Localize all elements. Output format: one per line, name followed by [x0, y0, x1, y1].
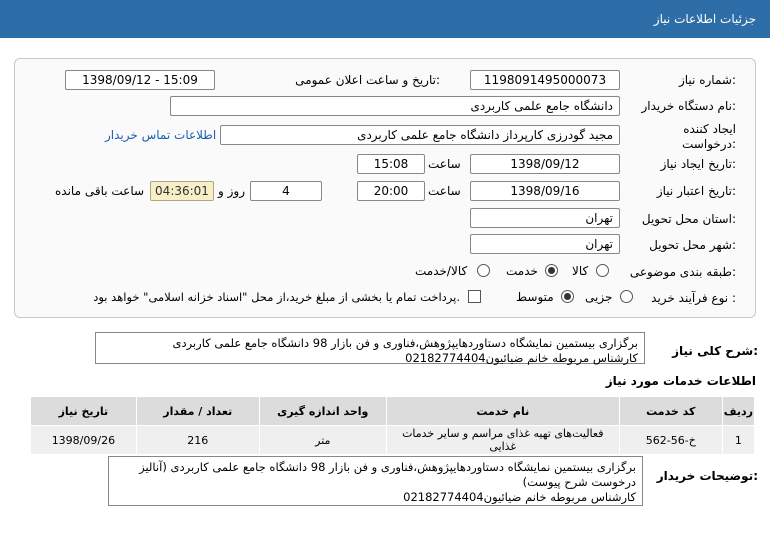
announce-datetime-field: 1398/09/12 - 15:09 [65, 70, 215, 90]
category-option-goods-service: کالا/خدمت [415, 264, 468, 278]
services-table-header [31, 397, 755, 426]
valid-time-field: 20:00 [357, 181, 425, 201]
category-radio-service[interactable] [545, 264, 558, 277]
col-service-code: کد خدمت [619, 397, 722, 426]
process-option-minor: جزیی [585, 290, 613, 304]
buyer-notes-box [108, 456, 643, 506]
table-row [31, 426, 755, 455]
remaining-days-field: 4 [250, 181, 322, 201]
buyer-notes-line-2: درخوست شرح پیوست) [522, 475, 636, 489]
col-row-number: ردیف [722, 397, 754, 426]
cell-service-code: خ-56-562 [619, 426, 722, 455]
city-field: تهران [470, 234, 620, 254]
buyer-org-field: دانشگاه جامع علمی کاربردی [170, 96, 620, 116]
valid-date-field: 1398/09/16 [470, 181, 620, 201]
cell-row-number: 1 [722, 426, 754, 455]
summary-box [95, 332, 645, 364]
valid-time-label: ساعت [428, 184, 461, 198]
need-number-field: 1198091495000073 [470, 70, 620, 90]
process-option-medium: متوسط [516, 290, 554, 304]
cell-quantity: 216 [136, 426, 259, 455]
province-field: تهران [470, 208, 620, 228]
col-need-date: تاریخ نیاز [31, 397, 137, 426]
category-label: طبقه بندی موضوعی: [629, 265, 736, 279]
category-option-service: خدمت [506, 264, 538, 278]
services-table [30, 396, 755, 455]
category-option-goods: کالا [572, 264, 589, 278]
cell-unit: متر [259, 426, 386, 455]
created-time-field: 15:08 [357, 154, 425, 174]
province-label: استان محل تحویل: [641, 212, 736, 226]
treasury-payment-note: پرداخت تمام یا بخشی از مبلغ خرید،از محل "اسناد خزانه اسلامی" خواهد بود. [93, 290, 460, 304]
buyer-notes-label: توضیحات خریدار: [656, 469, 758, 483]
cell-service-name: فعالیت‌های تهیه غذای مراسم و سایر خدمات غذایی [386, 426, 619, 455]
created-date-field: 1398/09/12 [470, 154, 620, 174]
treasury-payment-checkbox[interactable] [468, 290, 481, 303]
process-radio-minor[interactable] [620, 290, 633, 303]
announce-datetime-label: تاریخ و ساعت اعلان عمومی: [295, 73, 440, 87]
buyer-org-label: نام دستگاه خریدار: [641, 99, 736, 113]
process-type-label: نوع فرآیند خرید : [651, 291, 736, 305]
created-date-label: تاریخ ایجاد نیاز: [660, 157, 736, 171]
page-title: جزئیات اطلاعات نیاز [653, 12, 756, 26]
col-quantity: تعداد / مقدار [136, 397, 259, 426]
remaining-time-field: 04:36:01 [150, 181, 214, 201]
valid-date-label: تاریخ اعتبار نیاز: [656, 184, 736, 198]
category-radio-goods-service[interactable] [477, 264, 490, 277]
remaining-days-label: روز و [218, 184, 245, 198]
need-number-label: شماره نیاز: [678, 73, 736, 87]
buyer-notes-line-3: کارشناس مربوطه خانم ضیائیون02182774404 [403, 490, 636, 504]
created-time-label: ساعت [428, 157, 461, 171]
summary-line-1: برگزاری بیستمین نمایشگاه دستاوردهایپژوهش،فناوری و فن بازار 98 دانشگاه جامع علمی کاربردی [172, 336, 638, 350]
remaining-time-label: ساعت باقی مانده [55, 184, 145, 198]
col-unit: واحد اندازه گیری [259, 397, 386, 426]
summary-label: شرح کلی نیاز: [672, 344, 758, 358]
creator-label: ایجاد کننده درخواست: [682, 122, 736, 151]
process-radio-medium[interactable] [561, 290, 574, 303]
buyer-notes-line-1: برگزاری بیستمین نمایشگاه دستاوردهایپژوهش،فناوری و فن بازار 98 دانشگاه جامع علمی کاربردی (آنالیز [139, 460, 636, 474]
cell-need-date: 1398/09/26 [31, 426, 137, 455]
services-section-title: اطلاعات خدمات مورد نیاز [605, 374, 756, 388]
creator-field: مجید گودرزی کارپرداز دانشگاه جامع علمی کاربردی [220, 125, 620, 145]
category-radio-goods[interactable] [596, 264, 609, 277]
city-label: شهر محل تحویل: [649, 238, 736, 252]
summary-line-2: کارشناس مربوطه خانم ضیائیون02182774404 [405, 351, 638, 365]
buyer-contact-link[interactable]: اطلاعات تماس خریدار [105, 128, 217, 142]
col-service-name: نام خدمت [386, 397, 619, 426]
